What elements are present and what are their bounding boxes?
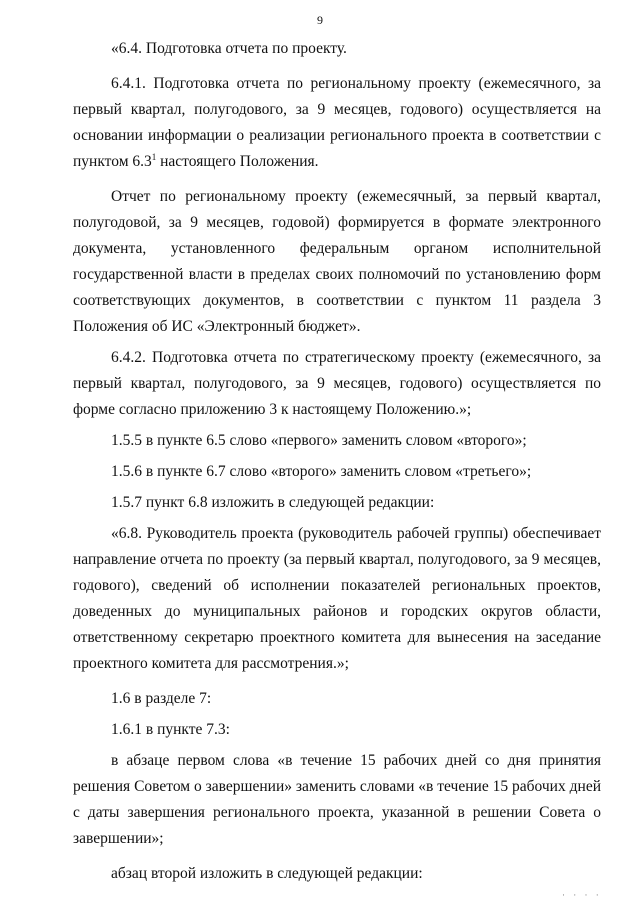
- paragraph-6-4-heading: «6.4. Подготовка отчета по проекту.: [111, 40, 347, 57]
- paragraph-6-4-1-tail: настоящего Положения.: [156, 153, 319, 170]
- superscript-footnote: 1: [151, 151, 157, 162]
- paragraph-abzac-second: абзац второй изложить в следующей редакции:: [111, 865, 423, 882]
- footer-mark: · · · ·: [562, 890, 602, 900]
- paragraph-report-format: Отчет по региональному проекту (ежемесячный, за первый квартал, полугодовой, за 9 месяцев, годовой) формируется в формате электронного документа, установленного федеральным органом исполнительной государственной власти в пределах своих полномочий по установлению форм соответствующих документов, в соответствии с пунктом 11 раздела 3 Положения об ИС «Электронный бюджет».: [73, 188, 601, 335]
- paragraph-1-5-6: 1.5.6 в пункте 6.7 слово «второго» заменить словом «третьего»;: [111, 463, 532, 480]
- paragraph-1-5-7: 1.5.7 пункт 6.8 изложить в следующей редакции:: [111, 494, 435, 511]
- paragraph-6-8: «6.8. Руководитель проекта (руководитель рабочей группы) обеспечивает направление отчета по проекту (за первый квартал, полугодового, за 9 месяцев, годового), сведений об исполнении показателей региональных проектов, доведенных до муниципальных районов и городских округов области, ответственному секретарю проектного комитета для вынесения на заседание проектного комитета для рассмотрения.»;: [73, 525, 601, 672]
- page-number: 9: [317, 13, 323, 27]
- paragraph-1-5-5: 1.5.5 в пункте 6.5 слово «первого» заменить словом «второго»;: [111, 432, 527, 449]
- document-body: [73, 36, 601, 887]
- paragraph-1-6-1: 1.6.1 в пункте 7.3:: [111, 721, 230, 738]
- paragraph-6-4-1-text: 6.4.1. Подготовка отчета по региональному проекту (ежемесячного, за первый квартал, полугодового, за 9 месяцев, годового) осуществляется на основании информации о реализации регионального проекта в соответствии с пунктом 6.3: [73, 75, 601, 170]
- paragraph-1-6: 1.6 в разделе 7:: [111, 690, 212, 707]
- paragraph-abzac-first: в абзаце первом слова «в течение 15 рабочих дней со дня принятия решения Советом о завершении» заменить словами «в течение 15 рабочих дней с даты завершения регионального проекта, указанной в решении Совета о завершении»;: [73, 752, 601, 847]
- paragraph-6-4-1: [73, 71, 601, 175]
- paragraph-6-4-2: 6.4.2. Подготовка отчета по стратегическому проекту (ежемесячного, за первый квартал, полугодового, за 9 месяцев, годового) осуществляется по форме согласно приложению 3 к настоящему Положению.»;: [73, 349, 601, 418]
